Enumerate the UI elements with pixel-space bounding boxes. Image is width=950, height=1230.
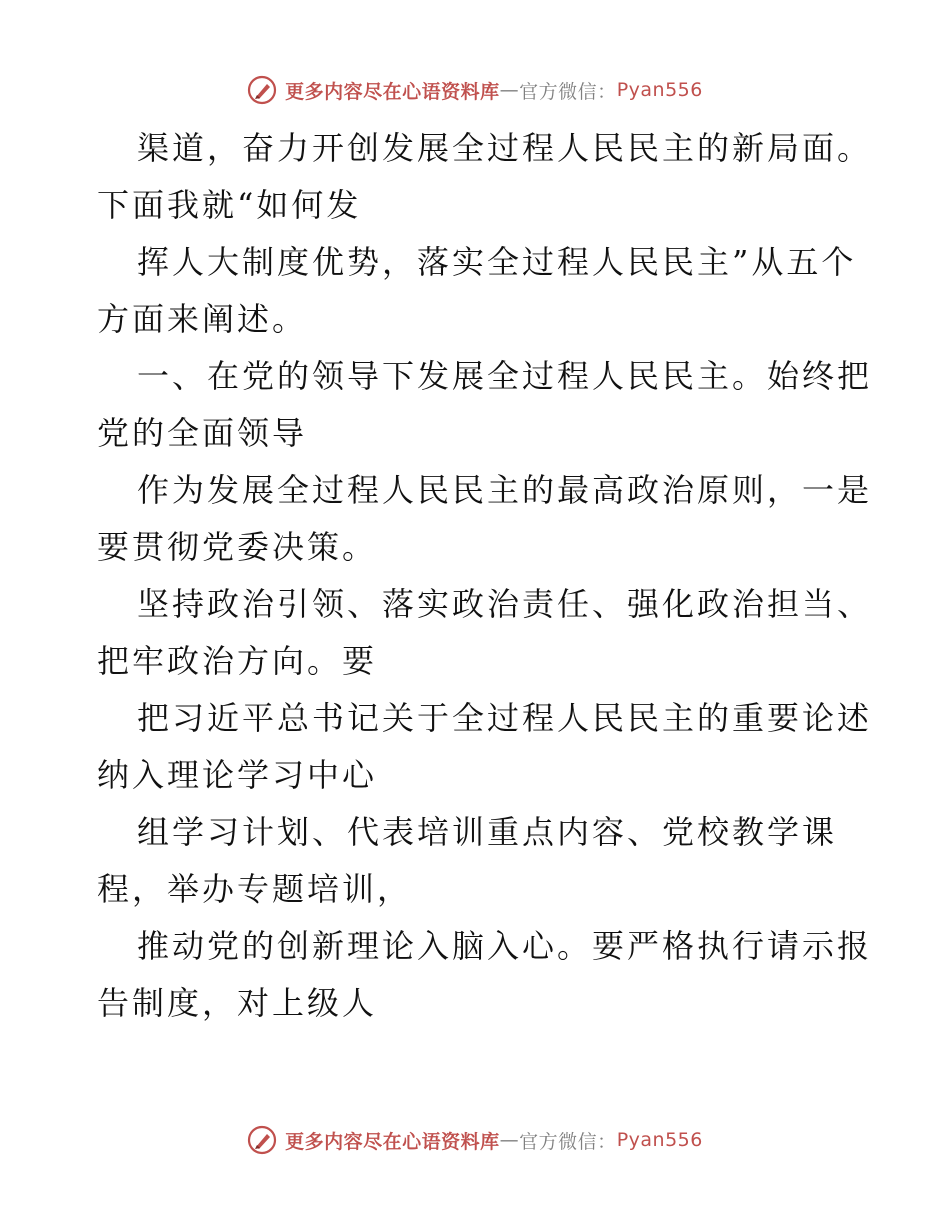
watermark-suffix: 官方微信： — [519, 80, 617, 103]
paragraph-7 — [97, 804, 857, 918]
watermark-main-text: 更多内容尽在心语资料库 — [285, 80, 500, 103]
watermark-suffix: 官方微信： — [519, 1130, 617, 1153]
paragraph-line: 把牢政治方向。要 — [97, 642, 378, 680]
paragraph-line: 一、在党的领导下发展全过程人民民主。始终把 — [137, 357, 873, 395]
paragraph-line: 方面来阐述。 — [97, 300, 308, 338]
paragraph-1 — [97, 120, 873, 234]
paragraph-4 — [97, 462, 873, 576]
paragraph-3 — [97, 348, 873, 462]
watermark-dash: — — [499, 79, 520, 101]
watermark-main-text: 更多内容尽在心语资料库 — [285, 1130, 500, 1153]
paragraph-6 — [97, 690, 873, 804]
paragraph-line: 要贯彻党委决策。 — [97, 528, 378, 566]
paragraph-8 — [97, 918, 873, 1032]
paragraph-line: 告制度，对上级人 — [97, 984, 378, 1022]
paragraph-line: 把习近平总书记关于全过程人民民主的重要论述 — [137, 699, 873, 737]
document-body — [97, 120, 873, 1032]
header-watermark — [0, 72, 950, 108]
watermark-id: Pyan556 — [616, 1129, 703, 1151]
paragraph-line: 纳入理论学习中心 — [97, 756, 378, 794]
paragraph-line: 程，举办专题培训， — [97, 870, 413, 908]
pen-logo-icon — [247, 75, 277, 105]
watermark-id: Pyan556 — [616, 79, 703, 101]
paragraph-line: 坚持政治引领、落实政治责任、强化政治担当、 — [137, 585, 873, 623]
pen-logo-icon — [247, 1125, 277, 1155]
paragraph-line: 组学习计划、代表培训重点内容、党校教学课 — [137, 813, 838, 851]
paragraph-line: 党的全面领导 — [97, 414, 308, 452]
footer-watermark — [0, 1122, 950, 1158]
paragraph-5 — [97, 576, 873, 690]
paragraph-line: 推动党的创新理论入脑入心。要严格执行请示报 — [137, 927, 873, 965]
watermark-dash: — — [499, 1129, 520, 1151]
paragraph-line: 挥人大制度优势，落实全过程人民民主”从五个 — [137, 243, 857, 281]
paragraph-line: 下面我就“如何发 — [97, 186, 362, 224]
paragraph-line: 作为发展全过程人民民主的最高政治原则，一是 — [137, 471, 873, 509]
paragraph-line: 渠道，奋力开创发展全过程人民民主的新局面。 — [137, 129, 873, 167]
paragraph-2 — [97, 234, 857, 348]
